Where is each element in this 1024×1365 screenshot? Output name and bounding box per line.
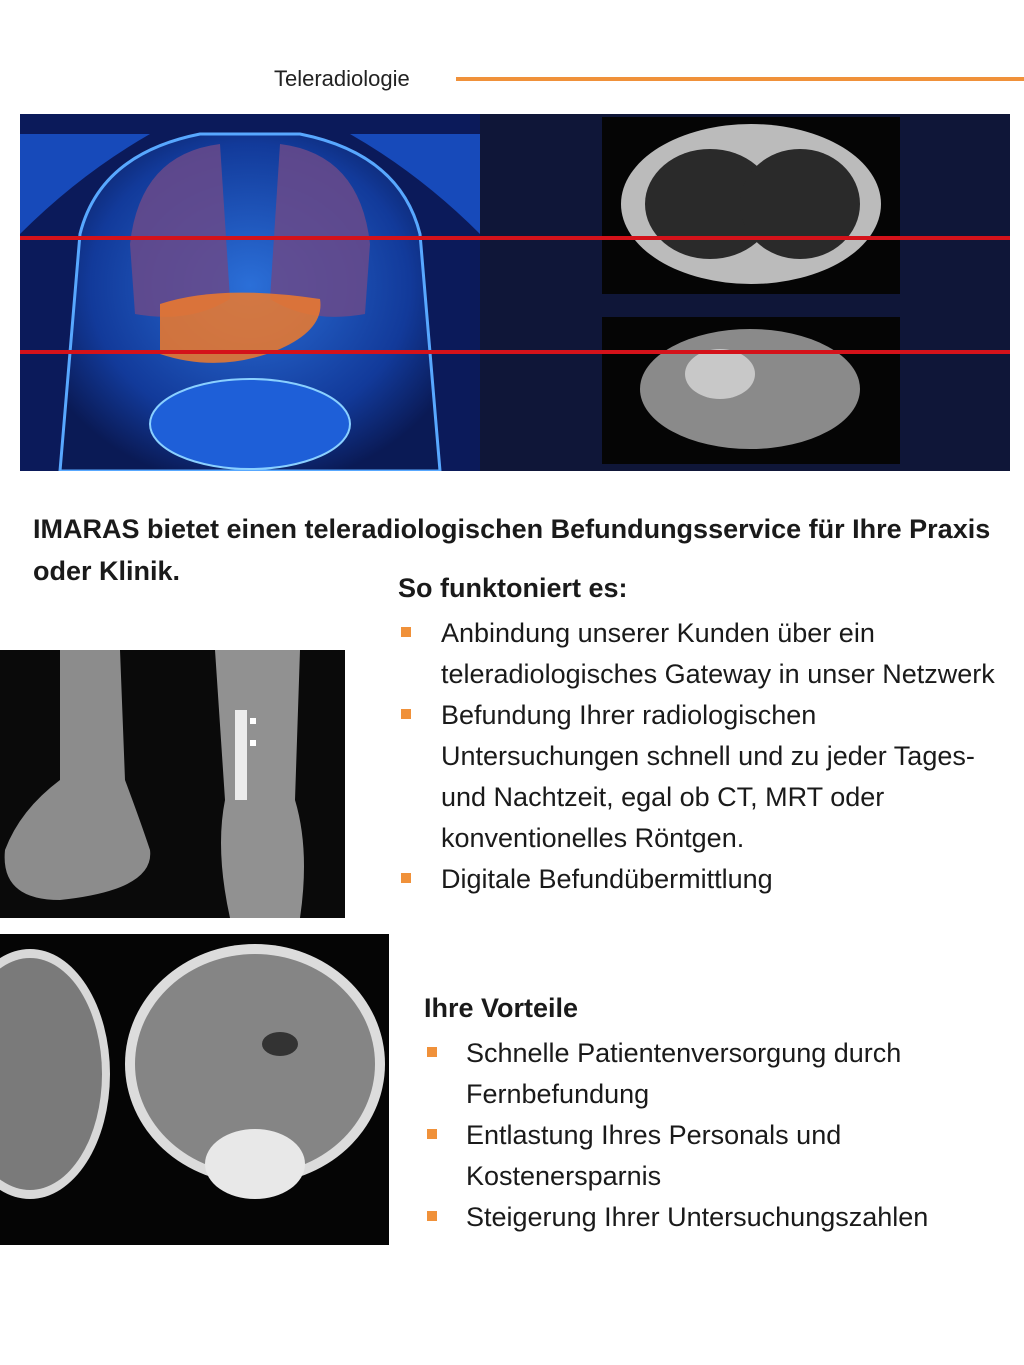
list-item: Befundung Ihrer radiologischen Untersuchungen schnell und zu jeder Tages- und Nachtzeit, egal ob CT, MRT oder konventionelles Röntgen.: [398, 695, 998, 859]
intro-text: IMARAS bietet einen teleradiologischen Befundungsservice für Ihre Praxis oder Klinik.: [33, 514, 991, 586]
howto-heading: So funktoniert es:: [398, 573, 628, 603]
list-item: Steigerung Ihrer Untersuchungszahlen: [424, 1197, 1014, 1238]
section-label: Teleradiologie: [274, 66, 410, 91]
list-item: Schnelle Patientenversorgung durch Fernbefundung: [424, 1033, 1014, 1115]
anatomy-ct-illustration: [20, 114, 1010, 471]
howto-list: [398, 613, 998, 900]
xray-ankle-image: [0, 650, 345, 918]
benefits-list: [424, 1033, 1014, 1238]
benefits-heading: Ihre Vorteile: [424, 993, 579, 1023]
square-bullet-icon: [427, 1211, 437, 1221]
hero-image: [20, 114, 1010, 471]
square-bullet-icon: [401, 627, 411, 637]
ct-brain-image: [0, 934, 389, 1245]
square-bullet-icon: [401, 709, 411, 719]
list-item: Entlastung Ihres Personals und Kostenersparnis: [424, 1115, 1014, 1197]
list-item: Anbindung unserer Kunden über ein teleradiologisches Gateway in unser Netzwerk: [398, 613, 998, 695]
square-bullet-icon: [427, 1047, 437, 1057]
header-divider: [456, 77, 1024, 81]
square-bullet-icon: [401, 873, 411, 883]
list-item: Digitale Befundübermittlung: [398, 859, 998, 900]
square-bullet-icon: [427, 1129, 437, 1139]
